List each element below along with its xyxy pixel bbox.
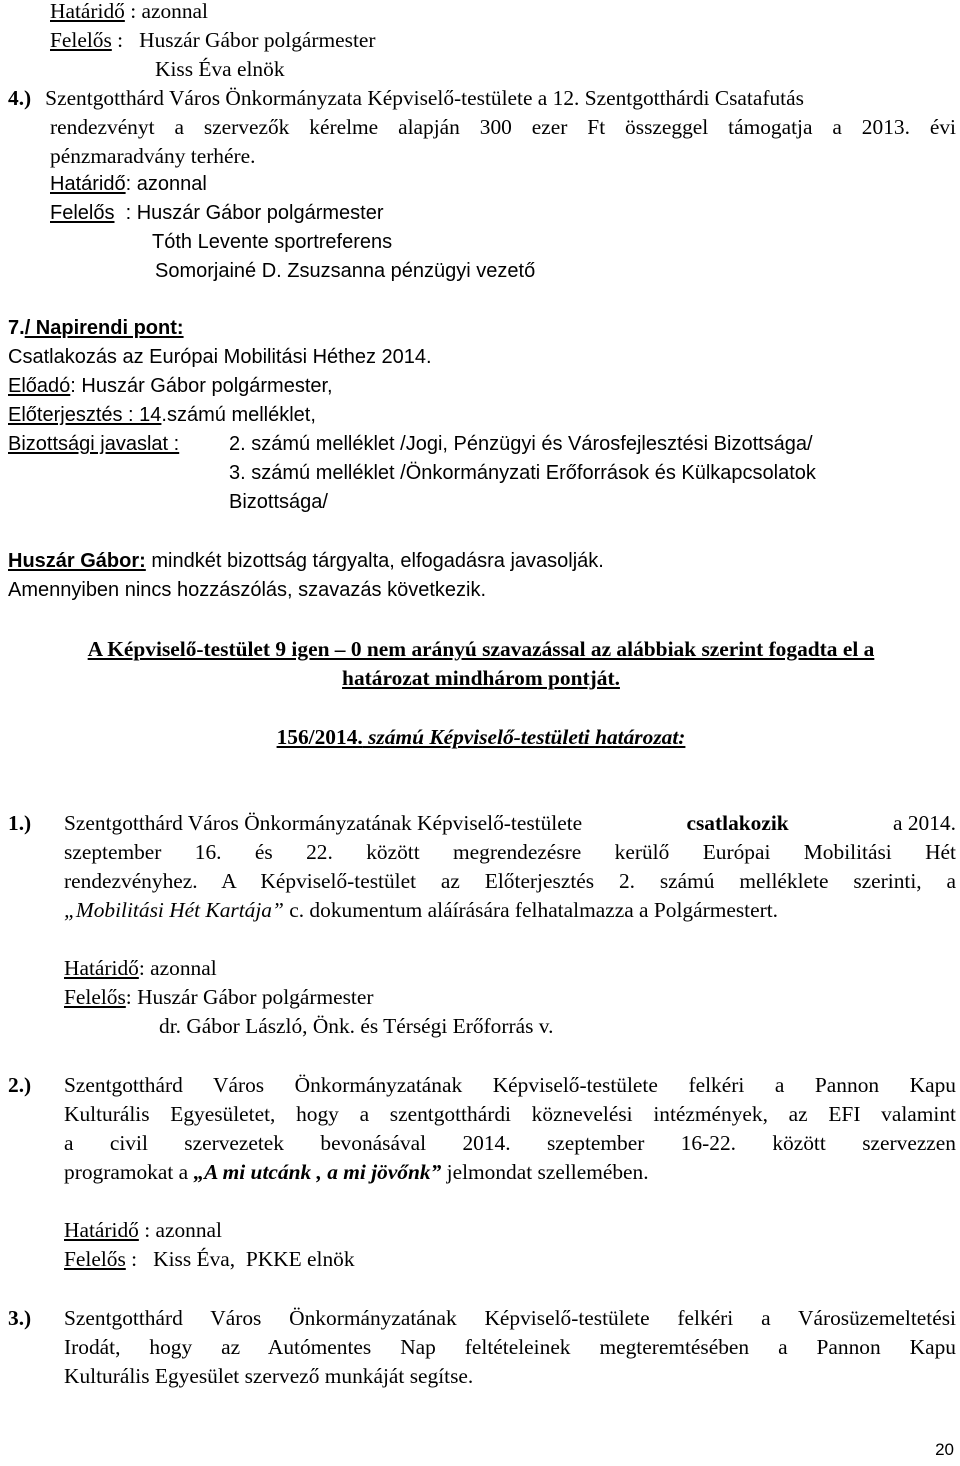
vote-result-line2: határozat mindhárom pontját. — [342, 666, 620, 690]
resolution-title — [8, 727, 954, 748]
deadline-value: : azonnal — [124, 0, 208, 23]
res3-number: 3.) — [8, 1306, 32, 1330]
item4-line1-text — [45, 88, 956, 109]
responsible-label: Felelős — [64, 985, 126, 1009]
item4-line1-content: Szentgotthárd Város Önkormányzata Képviselő-testülete a 12. Szentgotthárdi Csatafutás — [45, 86, 804, 110]
res1-line3: rendezvényhez. A Képviselő-testület az Előterjesztés 2. számú melléklete szerinti, a — [64, 869, 956, 893]
agenda-committee-1: 2. számú melléklet /Jogi, Pénzügyi és Városfejlesztési Bizottsága/ — [229, 433, 813, 455]
top-responsible-extra: Kiss Éva elnök — [155, 57, 285, 81]
deadline-value: : azonnal — [125, 173, 207, 195]
item4-number: 4.) — [8, 86, 32, 110]
responsible-label: Felelős — [64, 1247, 126, 1271]
responsible-label: Felelős — [50, 28, 112, 52]
res1-number: 1.) — [8, 811, 32, 835]
committee-label: Bizottsági javaslat : — [8, 433, 180, 455]
res2-line4-part3: jelmondat szellemében. — [441, 1160, 649, 1184]
top-deadline — [50, 1, 208, 22]
res1-line2: szeptember 16. és 22. között megrendezésre kerülő Európai Mobilitási Hét — [64, 840, 956, 864]
huszar-statement — [8, 551, 604, 571]
deadline-value: : azonnal — [138, 956, 217, 980]
submission-label: Előterjesztés : 14 — [8, 404, 162, 426]
resolution-text: számú Képviselő-testületi határozat: — [362, 725, 686, 749]
res1-line1-part1: Szentgotthárd Város Önkormányzatának Képviselő-testülete — [64, 811, 583, 835]
agenda-heading — [8, 318, 184, 338]
item4-line1 — [8, 88, 956, 109]
vote-announcement: Amennyiben nincs hozzászólás, szavazás következik. — [8, 579, 487, 601]
agenda-committee-2: 3. számú melléklet /Önkormányzati Erőforrások és Külkapcsolatok — [229, 462, 816, 484]
deadline-label: Határidő — [64, 1218, 139, 1242]
speaker-text: mindkét bizottság tárgyalta, elfogadásra javasolják. — [145, 550, 604, 572]
res1-line1-part3: a 2014. — [893, 811, 956, 835]
res3-line1: Szentgotthárd Város Önkormányzatának Képviselő-testülete felkéri a Városüzemeltetési — [64, 1306, 956, 1330]
res1-deadline — [64, 958, 217, 979]
responsible-value: : Huszár Gábor polgármester — [125, 985, 374, 1009]
responsible-value: : Kiss Éva, PKKE elnök — [125, 1247, 355, 1271]
res1-responsible-extra: dr. Gábor László, Önk. és Térségi Erőforrás v. — [159, 1014, 554, 1038]
deadline-value: : azonnal — [138, 1218, 222, 1242]
res1-responsible — [64, 987, 373, 1008]
agenda-committee-3: Bizottsága/ — [229, 491, 328, 513]
res2-line4-part1: programokat a — [64, 1160, 194, 1184]
responsible-value: : Huszár Gábor polgármester — [111, 28, 376, 52]
res2-line3: a civil szervezetek bevonásával 2014. szeptember 16-22. között szervezzen — [64, 1131, 956, 1155]
item4-line2: rendezvényt a szervezők kérelme alapján 300 ezer Ft összeggel támogatja a 2013. évi — [50, 115, 956, 139]
agenda-committee-label — [8, 434, 179, 454]
res2-number: 2.) — [8, 1073, 32, 1097]
deadline-label: Határidő — [64, 956, 139, 980]
vote-result-line1: A Képviselő-testület 9 igen – 0 nem arányú szavazással az alábbiak szerint fogadta el a — [87, 637, 875, 661]
responsible-label: Felelős — [50, 202, 115, 224]
top-responsible — [50, 30, 376, 51]
speaker-label: Huszár Gábor: — [8, 550, 146, 572]
res1-line1 — [64, 813, 956, 834]
agenda-submission — [8, 405, 316, 425]
res1-line4 — [64, 900, 778, 921]
item4-responsible-extra1: Tóth Levente sportreferens — [152, 231, 393, 253]
res3-line3: Kulturális Egyesület szervező munkáját segítse. — [64, 1364, 474, 1388]
res2-line2: Kulturális Egyesületet, hogy a szentgotthárdi köznevelési intézmények, az EFI valamint — [64, 1102, 956, 1126]
res1-line4-rest: c. dokumentum aláírására felhatalmazza a Polgármestert. — [283, 898, 779, 922]
res2-responsible — [64, 1249, 355, 1270]
resolution-number: 156/2014. — [276, 725, 363, 749]
presenter-label: Előadó — [8, 375, 71, 397]
item4-deadline — [50, 174, 207, 194]
responsible-value: : Huszár Gábor polgármester — [114, 202, 384, 224]
agenda-heading-number: 7. — [8, 317, 25, 339]
page-number: 20 — [935, 1440, 954, 1459]
item4-responsible — [50, 203, 383, 223]
submission-value: .számú melléklet, — [161, 404, 316, 426]
presenter-value: : Huszár Gábor polgármester, — [70, 375, 333, 397]
deadline-label: Határidő — [50, 173, 126, 195]
res2-deadline — [64, 1220, 222, 1241]
res2-line4 — [64, 1162, 649, 1183]
agenda-title: Csatlakozás az Európai Mobilitási Héthez 2014. — [8, 346, 432, 368]
item4-responsible-extra2: Somorjainé D. Zsuzsanna pénzügyi vezető — [155, 260, 536, 282]
agenda-presenter — [8, 376, 333, 396]
agenda-heading-text: / Napirendi pont: — [24, 317, 184, 339]
res1-line1-bold: csatlakozik — [686, 811, 789, 835]
res2-line1: Szentgotthárd Város Önkormányzatának Képviselő-testülete felkéri a Pannon Kapu — [64, 1073, 956, 1097]
item4-line3: pénzmaradvány terhére. — [50, 144, 256, 168]
charter-title: „Mobilitási Hét Kartája” — [64, 898, 284, 922]
res3-line2: Irodát, hogy az Autómentes Nap feltételeinek megteremtésében a Pannon Kapu — [64, 1335, 956, 1359]
deadline-label: Határidő — [50, 0, 125, 23]
motto: „A mi utcánk , a mi jövőnk” — [193, 1160, 442, 1184]
